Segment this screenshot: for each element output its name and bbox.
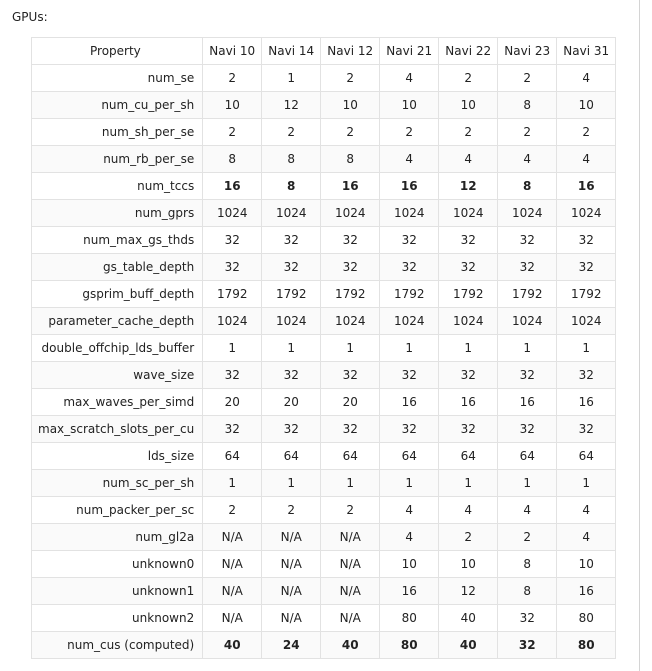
value-cell: 1 (203, 335, 262, 362)
value-cell: 16 (203, 173, 262, 200)
value-cell: 1 (262, 65, 321, 92)
value-cell: 32 (557, 416, 616, 443)
column-header-navi-23: Navi 23 (498, 38, 557, 65)
table-row (32, 362, 616, 389)
value-cell: 4 (498, 497, 557, 524)
value-cell: 12 (262, 92, 321, 119)
value-cell: 32 (439, 362, 498, 389)
value-cell: N/A (262, 578, 321, 605)
value-cell: N/A (203, 578, 262, 605)
value-cell: 16 (380, 578, 439, 605)
value-cell: 32 (203, 416, 262, 443)
table-body (32, 65, 616, 659)
property-name-cell: num_cu_per_sh (32, 92, 203, 119)
value-cell: 32 (321, 254, 380, 281)
table-row (32, 200, 616, 227)
value-cell: 80 (557, 632, 616, 659)
value-cell: 12 (439, 578, 498, 605)
value-cell: 80 (557, 605, 616, 632)
value-cell: 1 (262, 470, 321, 497)
value-cell: N/A (321, 551, 380, 578)
value-cell: 40 (203, 632, 262, 659)
value-cell: 40 (439, 605, 498, 632)
value-cell: 32 (380, 227, 439, 254)
value-cell: 10 (557, 551, 616, 578)
value-cell: 8 (498, 92, 557, 119)
value-cell: N/A (321, 524, 380, 551)
value-cell: 4 (557, 497, 616, 524)
value-cell: 64 (321, 443, 380, 470)
table-row (32, 335, 616, 362)
value-cell: 32 (321, 227, 380, 254)
value-cell: 1024 (380, 308, 439, 335)
value-cell: 64 (262, 443, 321, 470)
value-cell: 1024 (262, 308, 321, 335)
value-cell: 32 (439, 227, 498, 254)
value-cell: 32 (380, 362, 439, 389)
property-name-cell: gs_table_depth (32, 254, 203, 281)
value-cell: 2 (203, 65, 262, 92)
value-cell: 2 (321, 497, 380, 524)
value-cell: 1 (498, 335, 557, 362)
value-cell: 1 (439, 470, 498, 497)
column-header-navi-10: Navi 10 (203, 38, 262, 65)
value-cell: 1792 (321, 281, 380, 308)
value-cell: 32 (262, 416, 321, 443)
value-cell: 1024 (498, 308, 557, 335)
table-row (32, 227, 616, 254)
table-row (32, 92, 616, 119)
value-cell: 32 (557, 227, 616, 254)
value-cell: 80 (380, 632, 439, 659)
value-cell: 40 (439, 632, 498, 659)
value-cell: 32 (439, 254, 498, 281)
value-cell: 32 (321, 416, 380, 443)
property-name-cell: num_gl2a (32, 524, 203, 551)
value-cell: 32 (203, 227, 262, 254)
table-row (32, 497, 616, 524)
value-cell: 32 (262, 362, 321, 389)
value-cell: 2 (498, 119, 557, 146)
value-cell: N/A (321, 578, 380, 605)
value-cell: 1024 (321, 200, 380, 227)
value-cell: 1 (380, 470, 439, 497)
value-cell: 40 (321, 632, 380, 659)
value-cell: 16 (439, 389, 498, 416)
value-cell: 32 (557, 362, 616, 389)
table-row (32, 605, 616, 632)
value-cell: 8 (262, 173, 321, 200)
value-cell: 32 (262, 227, 321, 254)
value-cell: 64 (498, 443, 557, 470)
value-cell: 32 (498, 605, 557, 632)
value-cell: 2 (262, 119, 321, 146)
value-cell: 2 (439, 119, 498, 146)
value-cell: 4 (439, 497, 498, 524)
value-cell: 10 (203, 92, 262, 119)
property-column-header: Property (32, 38, 203, 65)
value-cell: 2 (321, 119, 380, 146)
property-name-cell: num_max_gs_thds (32, 227, 203, 254)
table-row (32, 416, 616, 443)
value-cell: 4 (557, 146, 616, 173)
value-cell: 32 (380, 254, 439, 281)
value-cell: 1792 (498, 281, 557, 308)
value-cell: 1792 (557, 281, 616, 308)
column-header-navi-22: Navi 22 (439, 38, 498, 65)
value-cell: 4 (498, 146, 557, 173)
value-cell: 64 (439, 443, 498, 470)
table-row (32, 308, 616, 335)
table-row (32, 578, 616, 605)
value-cell: 32 (498, 416, 557, 443)
property-name-cell: double_offchip_lds_buffer (32, 335, 203, 362)
value-cell: 8 (262, 146, 321, 173)
value-cell: 16 (557, 578, 616, 605)
value-cell: 64 (380, 443, 439, 470)
value-cell: 10 (557, 92, 616, 119)
value-cell: 1 (439, 335, 498, 362)
value-cell: 32 (321, 362, 380, 389)
section-caption: GPUs: (12, 10, 48, 24)
value-cell: 1792 (203, 281, 262, 308)
property-name-cell: max_waves_per_simd (32, 389, 203, 416)
property-name-cell: wave_size (32, 362, 203, 389)
value-cell: 80 (380, 605, 439, 632)
value-cell: 1792 (439, 281, 498, 308)
value-cell: 16 (557, 389, 616, 416)
value-cell: 8 (321, 146, 380, 173)
value-cell: 24 (262, 632, 321, 659)
value-cell: 1 (321, 335, 380, 362)
value-cell: 4 (380, 146, 439, 173)
value-cell: N/A (203, 524, 262, 551)
property-name-cell: lds_size (32, 443, 203, 470)
value-cell: 10 (380, 551, 439, 578)
column-header-navi-14: Navi 14 (262, 38, 321, 65)
value-cell: 64 (557, 443, 616, 470)
value-cell: 1 (262, 335, 321, 362)
property-name-cell: parameter_cache_depth (32, 308, 203, 335)
property-name-cell: num_packer_per_sc (32, 497, 203, 524)
value-cell: 32 (498, 632, 557, 659)
value-cell: 10 (380, 92, 439, 119)
value-cell: 2 (557, 119, 616, 146)
table-row (32, 524, 616, 551)
value-cell: 32 (439, 416, 498, 443)
value-cell: N/A (262, 524, 321, 551)
value-cell: N/A (262, 551, 321, 578)
value-cell: 4 (439, 146, 498, 173)
value-cell: 2 (498, 65, 557, 92)
value-cell: 1024 (439, 200, 498, 227)
value-cell: 1024 (262, 200, 321, 227)
value-cell: 1 (321, 470, 380, 497)
value-cell: N/A (262, 605, 321, 632)
value-cell: 2 (439, 65, 498, 92)
table-row (32, 281, 616, 308)
property-name-cell: unknown1 (32, 578, 203, 605)
value-cell: 8 (498, 578, 557, 605)
value-cell: 1024 (557, 200, 616, 227)
table-row (32, 389, 616, 416)
value-cell: 32 (498, 254, 557, 281)
value-cell: 4 (380, 524, 439, 551)
table-row (32, 173, 616, 200)
property-name-cell: num_gprs (32, 200, 203, 227)
value-cell: 20 (262, 389, 321, 416)
table-row (32, 119, 616, 146)
value-cell: 1792 (380, 281, 439, 308)
value-cell: 32 (498, 362, 557, 389)
value-cell: 2 (203, 497, 262, 524)
value-cell: 2 (498, 524, 557, 551)
property-name-cell: num_cus (computed) (32, 632, 203, 659)
column-header-navi-12: Navi 12 (321, 38, 380, 65)
column-header-navi-31: Navi 31 (557, 38, 616, 65)
value-cell: 2 (203, 119, 262, 146)
table-row (32, 65, 616, 92)
value-cell: 20 (203, 389, 262, 416)
value-cell: 10 (439, 92, 498, 119)
value-cell: 1 (557, 335, 616, 362)
value-cell: N/A (321, 605, 380, 632)
column-header-navi-21: Navi 21 (380, 38, 439, 65)
value-cell: 12 (439, 173, 498, 200)
gpu-properties-table (31, 37, 616, 659)
property-name-cell: num_se (32, 65, 203, 92)
value-cell: 32 (203, 362, 262, 389)
value-cell: 16 (321, 173, 380, 200)
value-cell: 32 (203, 254, 262, 281)
value-cell: 20 (321, 389, 380, 416)
value-cell: 4 (380, 65, 439, 92)
value-cell: 8 (203, 146, 262, 173)
property-name-cell: unknown0 (32, 551, 203, 578)
table-row (32, 254, 616, 281)
table-header-row (32, 38, 616, 65)
value-cell: 2 (262, 497, 321, 524)
value-cell: 32 (498, 227, 557, 254)
value-cell: 10 (439, 551, 498, 578)
value-cell: 1 (380, 335, 439, 362)
value-cell: 2 (321, 65, 380, 92)
property-name-cell: num_rb_per_se (32, 146, 203, 173)
value-cell: N/A (203, 551, 262, 578)
value-cell: 16 (557, 173, 616, 200)
property-name-cell: num_sh_per_se (32, 119, 203, 146)
value-cell: 32 (557, 254, 616, 281)
value-cell: 10 (321, 92, 380, 119)
value-cell: 1024 (321, 308, 380, 335)
value-cell: 1024 (380, 200, 439, 227)
value-cell: 16 (380, 389, 439, 416)
value-cell: 8 (498, 173, 557, 200)
value-cell: 2 (439, 524, 498, 551)
value-cell: 1024 (498, 200, 557, 227)
value-cell: 1024 (439, 308, 498, 335)
value-cell: 1024 (203, 200, 262, 227)
table-row (32, 470, 616, 497)
value-cell: 1 (557, 470, 616, 497)
value-cell: 1 (498, 470, 557, 497)
value-cell: 1024 (557, 308, 616, 335)
property-name-cell: num_sc_per_sh (32, 470, 203, 497)
value-cell: 1792 (262, 281, 321, 308)
table-row (32, 632, 616, 659)
value-cell: 32 (380, 416, 439, 443)
value-cell: 64 (203, 443, 262, 470)
table-row (32, 443, 616, 470)
property-name-cell: gsprim_buff_depth (32, 281, 203, 308)
value-cell: 4 (380, 497, 439, 524)
table-row (32, 146, 616, 173)
property-name-cell: num_tccs (32, 173, 203, 200)
value-cell: 2 (380, 119, 439, 146)
value-cell: 32 (262, 254, 321, 281)
value-cell: N/A (203, 605, 262, 632)
value-cell: 16 (498, 389, 557, 416)
value-cell: 4 (557, 524, 616, 551)
content-border (639, 0, 640, 671)
value-cell: 16 (380, 173, 439, 200)
value-cell: 8 (498, 551, 557, 578)
table-row (32, 551, 616, 578)
value-cell: 1024 (203, 308, 262, 335)
property-name-cell: unknown2 (32, 605, 203, 632)
value-cell: 4 (557, 65, 616, 92)
property-name-cell: max_scratch_slots_per_cu (32, 416, 203, 443)
value-cell: 1 (203, 470, 262, 497)
